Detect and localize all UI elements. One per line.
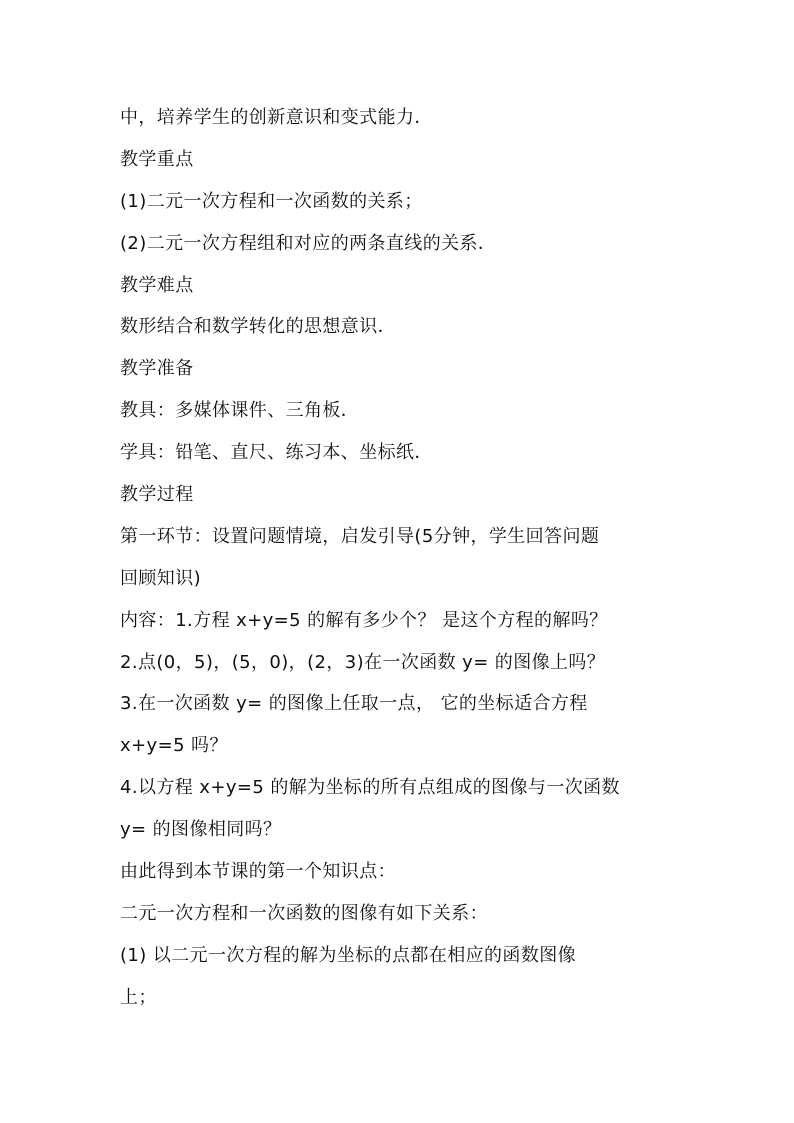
relation-item-1-continued: 上； — [120, 986, 157, 1008]
stage-one-title: 第一环节：设置问题情境，启发引导(5分钟，学生回答问题 — [120, 525, 600, 547]
question-4: 4.以方程 x+y=5 的解为坐标的所有点组成的图像与一次函数 — [120, 777, 620, 799]
question-4-continued: y= 的图像相同吗？ — [120, 819, 282, 841]
heading-teaching-preparation: 教学准备 — [120, 358, 194, 380]
knowledge-point-statement: 二元一次方程和一次函数的图像有如下关系： — [120, 902, 488, 924]
heading-teaching-focus: 教学重点 — [120, 148, 194, 170]
document-body — [120, 104, 680, 1026]
knowledge-point-intro: 由此得到本节课的第一个知识点： — [120, 861, 396, 883]
focus-item-2: (2)二元一次方程组和对应的两条直线的关系． — [120, 232, 497, 254]
stage-one-title-continued: 回顾知识) — [120, 567, 202, 589]
student-tools: 学具：铅笔、直尺、练习本、坐标纸． — [120, 442, 433, 464]
relation-item-1: (1) 以二元一次方程的解为坐标的点都在相应的函数图像 — [120, 944, 577, 966]
text-line-continuation: 中，培养学生的创新意识和变式能力． — [120, 107, 433, 128]
heading-teaching-process: 教学过程 — [120, 484, 194, 506]
difficulty-text: 数形结合和数学转化的思想意识． — [120, 316, 396, 338]
teaching-tools: 教具：多媒体课件、三角板． — [120, 400, 360, 422]
heading-teaching-difficulty: 教学难点 — [120, 274, 194, 296]
question-2: 2.点(0，5)，(5，0)，(2，3)在一次函数 y= 的图像上吗？ — [120, 651, 606, 673]
focus-item-1: (1)二元一次方程和一次函数的关系； — [120, 190, 423, 212]
question-1: 内容：1.方程 x+y=5 的解有多少个？ 是这个方程的解吗？ — [120, 609, 608, 631]
question-3-continued: x+y=5 吗？ — [120, 735, 228, 757]
question-3: 3.在一次函数 y= 的图像上任取一点， 它的坐标适合方程 — [120, 693, 588, 715]
